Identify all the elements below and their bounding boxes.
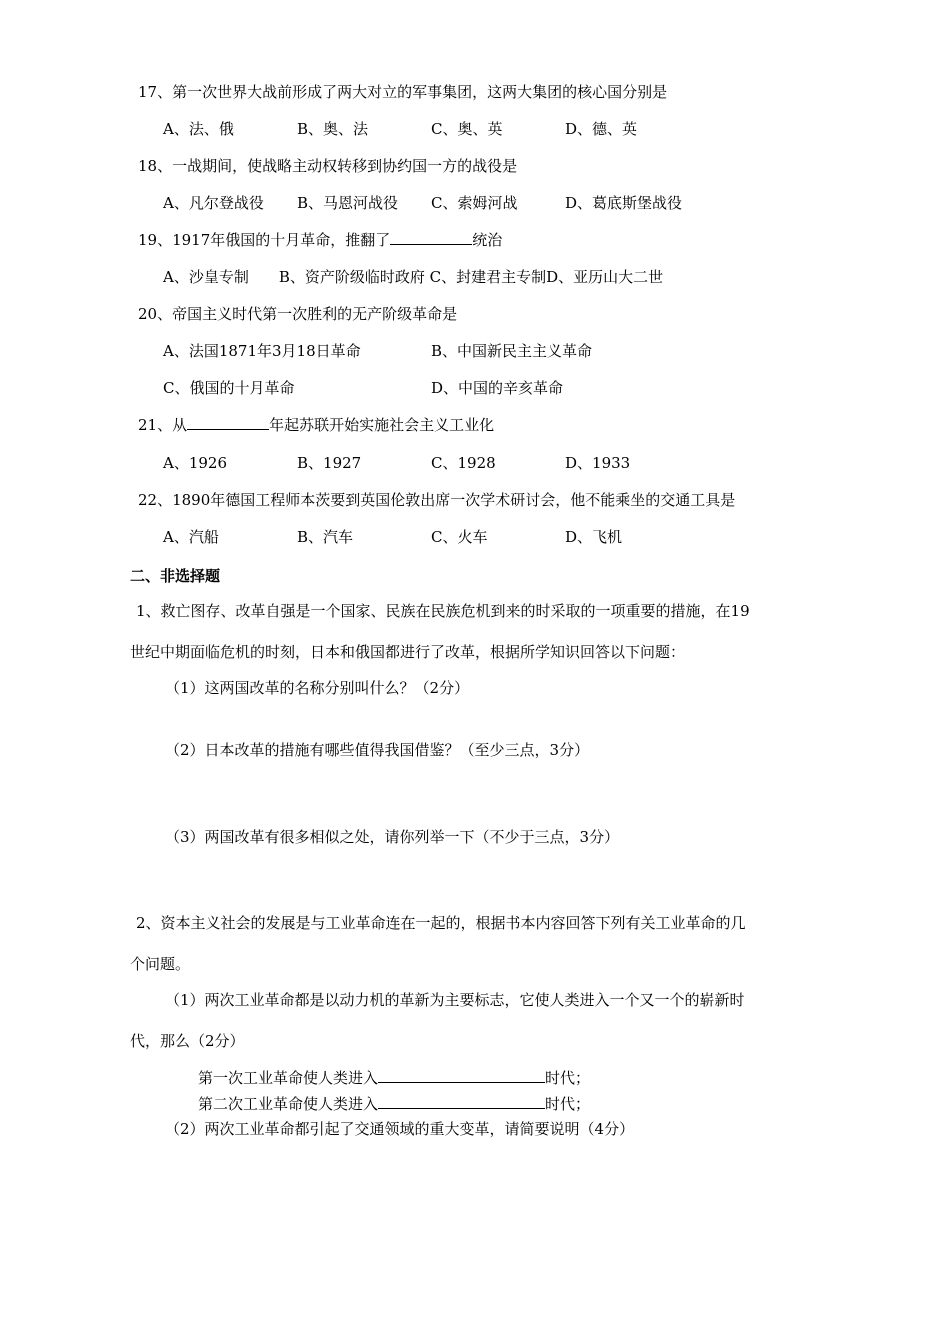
fill1-before: 第一次工业革命使人类进入 bbox=[198, 1069, 379, 1087]
s2-q2-line2: 个问题。 bbox=[130, 955, 191, 973]
q17-option-c[interactable]: C、奥、英 bbox=[431, 120, 503, 138]
q17-stem: 17、第一次世界大战前形成了两大对立的军事集团，这两大集团的核心国分别是 bbox=[138, 83, 668, 101]
s2-q1-sub1: （1）这两国改革的名称分别叫什么？（2分） bbox=[165, 679, 470, 697]
q19-stem-after: 统治 bbox=[472, 231, 503, 249]
fill2-before: 第二次工业革命使人类进入 bbox=[198, 1095, 379, 1113]
q19-options[interactable]: A、沙皇专制 B、资产阶级临时政府 C、封建君主专制D、亚历山大二世 bbox=[163, 268, 664, 286]
q21-option-a[interactable]: A、1926 bbox=[163, 454, 228, 472]
q19-answer-blank[interactable] bbox=[390, 230, 472, 245]
q22-option-b[interactable]: B、汽车 bbox=[297, 528, 354, 546]
s2-q2-fill2 bbox=[198, 1094, 590, 1114]
fill2-answer-blank[interactable] bbox=[378, 1094, 545, 1109]
q21-option-d[interactable]: D、1933 bbox=[565, 454, 631, 472]
q20-stem: 20、帝国主义时代第一次胜利的无产阶级革命是 bbox=[138, 305, 458, 323]
s2-q2-sub1-line2: 代，那么（2分） bbox=[130, 1032, 245, 1050]
s2-q1-line2: 世纪中期面临危机的时刻，日本和俄国都进行了改革，根据所学知识回答以下问题： bbox=[130, 643, 686, 661]
q22-option-a[interactable]: A、汽船 bbox=[163, 528, 219, 546]
s2-q1-sub2: （2）日本改革的措施有哪些值得我国借鉴？（至少三点，3分） bbox=[165, 741, 590, 759]
q21-option-b[interactable]: B、1927 bbox=[297, 454, 362, 472]
q20-option-b[interactable]: B、中国新民主主义革命 bbox=[431, 342, 593, 360]
s2-q1-sub3: （3）两国改革有很多相似之处，请你列举一下（不少于三点，3分） bbox=[165, 828, 620, 846]
q17-option-a[interactable]: A、法、俄 bbox=[163, 120, 234, 138]
s2-q2-sub2: （2）两次工业革命都引起了交通领域的重大变革，请简要说明（4分） bbox=[165, 1120, 635, 1138]
s2-q2-fill1 bbox=[198, 1068, 590, 1088]
q18-option-b[interactable]: B、马恩河战役 bbox=[297, 194, 399, 212]
q21-stem bbox=[138, 415, 494, 435]
q21-answer-blank[interactable] bbox=[187, 415, 269, 430]
section-title: 二、非选择题 bbox=[130, 567, 221, 585]
q22-stem: 22、1890年德国工程师本茨要到英国伦敦出席一次学术研讨会，他不能乘坐的交通工具是 bbox=[138, 491, 736, 509]
q18-option-d[interactable]: D、葛底斯堡战役 bbox=[565, 194, 683, 212]
q22-option-d[interactable]: D、飞机 bbox=[565, 528, 623, 546]
q19-stem-before: 19、1917年俄国的十月革命，推翻了 bbox=[138, 231, 391, 249]
fill1-answer-blank[interactable] bbox=[378, 1068, 545, 1083]
q20-option-d[interactable]: D、中国的辛亥革命 bbox=[431, 379, 564, 397]
q17-option-d[interactable]: D、德、英 bbox=[565, 120, 638, 138]
q21-stem-after: 年起苏联开始实施社会主义工业化 bbox=[269, 416, 495, 434]
q18-option-c[interactable]: C、索姆河战 bbox=[431, 194, 518, 212]
q17-option-b[interactable]: B、奥、法 bbox=[297, 120, 369, 138]
q20-option-c[interactable]: C、俄国的十月革命 bbox=[163, 379, 295, 397]
q22-option-c[interactable]: C、火车 bbox=[431, 528, 488, 546]
q21-option-c[interactable]: C、1928 bbox=[431, 454, 496, 472]
s2-q2-sub1-line1: （1）两次工业革命都是以动力机的革新为主要标志，它使人类进入一个又一个的崭新时 bbox=[165, 991, 745, 1009]
q20-option-a[interactable]: A、法国1871年3月18日革命 bbox=[163, 342, 361, 360]
fill2-after: 时代； bbox=[545, 1095, 591, 1113]
s2-q1-line1: 1、救亡图存、改革自强是一个国家、民族在民族危机到来的时采取的一项重要的措施，在19 bbox=[136, 602, 750, 620]
s2-q2-line1: 2、资本主义社会的发展是与工业革命连在一起的，根据书本内容回答下列有关工业革命的几 bbox=[136, 914, 746, 932]
q19-stem bbox=[138, 230, 502, 250]
q18-option-a[interactable]: A、凡尔登战役 bbox=[163, 194, 264, 212]
fill1-after: 时代； bbox=[545, 1069, 591, 1087]
q18-stem: 18、一战期间，使战略主动权转移到协约国一方的战役是 bbox=[138, 157, 518, 175]
q21-stem-before: 21、从 bbox=[138, 416, 188, 434]
